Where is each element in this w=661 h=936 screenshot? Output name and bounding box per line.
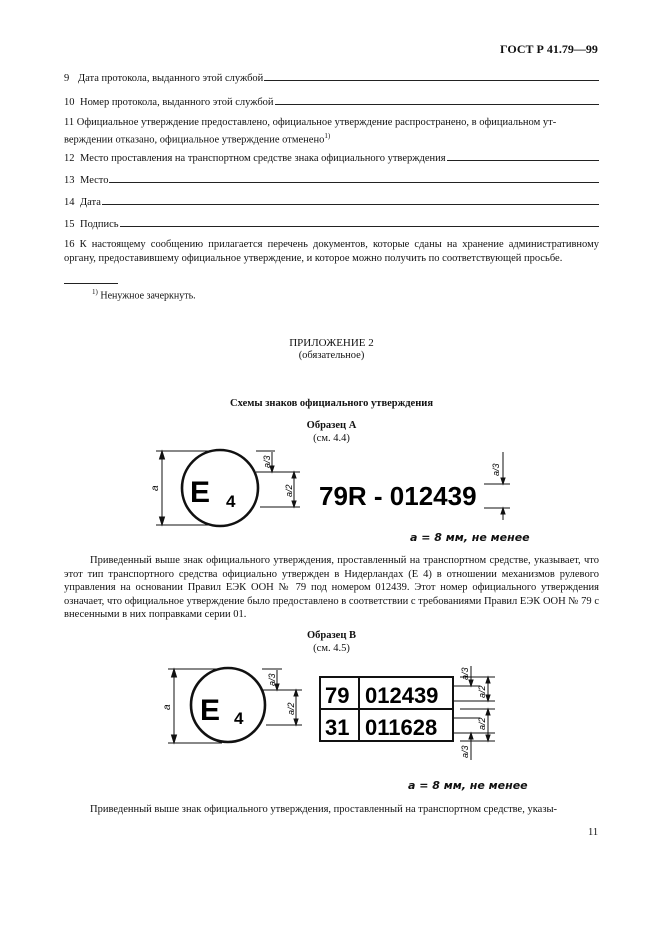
table-row-1-reg: 79 <box>325 683 350 708</box>
footnote <box>92 286 196 302</box>
item-16 <box>64 238 599 265</box>
sample-b-size-note: a = 8 мм, не менее <box>408 779 528 792</box>
sample-a-ref: (см. 4.4) <box>313 433 350 444</box>
form-line-13 <box>64 172 599 186</box>
dim-a2-label: a/2 <box>286 702 296 715</box>
dimension-a2 <box>260 472 300 507</box>
form-line-label: Место проставления на транспортном средстве знака официального утверждения <box>80 153 446 164</box>
footnote-text: Ненужное зачеркнуть. <box>100 290 196 302</box>
table-row-1-number: 012439 <box>365 683 439 708</box>
dim-a-label: a <box>150 485 161 491</box>
sample-a-title: Образец А <box>306 420 357 431</box>
approval-mark-number: 79R - 012439 <box>319 481 477 511</box>
form-line-label: Дата <box>80 197 101 208</box>
dimension-a3-right <box>484 452 510 520</box>
sample-b-diagram <box>0 655 661 765</box>
dim-a3-top-label: a/3 <box>460 667 470 680</box>
item-number: 9 <box>64 73 70 84</box>
page-number: 11 <box>588 827 599 838</box>
item-number: 10 <box>64 97 75 108</box>
appendix-heading: Схемы знаков официального утверждения <box>230 398 433 409</box>
form-line-12 <box>64 150 599 164</box>
form-line-10 <box>64 94 599 108</box>
form-line-label: Подпись <box>80 219 119 230</box>
sample-a-description: Приведенный выше знак официального утверждения, проставленный на транспортном средстве, указывает, что этот тип транспортного средства официально утвержден в Нидерландах (Е 4) в отношении механизмов рулевого управления на основании Правил ЕЭК ООН № 79 под номером 012439. Этот номер официального утверждения означает, что официальное утверждение было предоставлено в соответствии с требованиями Правил ЕЭК ООН № 79 с внесенными в них поправками серии 01. <box>64 555 599 620</box>
form-line-15 <box>64 216 599 230</box>
form-line-14 <box>64 194 599 208</box>
form-line-label: Место <box>80 175 109 186</box>
dim-a2-top-label: a/2 <box>477 685 487 698</box>
table-row-2-number: 011628 <box>365 715 438 740</box>
item-number: 16 <box>64 239 75 250</box>
country-number: 4 <box>234 709 244 728</box>
dim-a-label: a <box>162 704 173 710</box>
item-number: 12 <box>64 153 75 164</box>
footnote-mark: 1) <box>324 131 331 140</box>
country-number: 4 <box>226 492 236 511</box>
sample-a-size-note: a = 8 мм, не менее <box>410 531 530 544</box>
item-11 <box>64 116 599 147</box>
blank-fill-line <box>102 194 599 205</box>
item-11-text-line1: Официальное утверждение предоставлено, официальное утверждение распространено, в официальном ут- <box>76 117 557 128</box>
form-line-label: Номер протокола, выданного этой службой <box>80 97 274 108</box>
approval-letter-e: E <box>190 476 211 509</box>
blank-fill-line <box>275 94 599 105</box>
footnote-rule <box>64 283 118 284</box>
item-number: 11 <box>64 117 75 128</box>
sample-b-description: Приведенный выше знак официального утверждения, проставленный на транспортном средстве, указы- <box>90 804 558 815</box>
blank-fill-line <box>109 172 599 183</box>
dimension-a2 <box>266 690 302 725</box>
sample-b-title: Образец B <box>306 630 357 641</box>
blank-fill-line <box>264 70 599 81</box>
item-number: 15 <box>64 219 75 230</box>
blank-fill-line <box>447 150 599 161</box>
appendix-subtitle: (обязательное) <box>298 350 365 361</box>
form-line-9 <box>64 70 599 84</box>
dim-a3-label: a/3 <box>262 455 272 468</box>
dim-a3-bottom-label: a/3 <box>460 745 470 758</box>
dim-a3-label: a/3 <box>267 673 277 686</box>
item-16-text: К настоящему сообщению прилагается перечень документов, которые сданы на хранение административному органу, предоставившему официальное утверждение, и которое можно получить по соответствующей просьбе. <box>64 239 599 264</box>
blank-fill-line <box>120 216 599 227</box>
sample-b-ref: (см. 4.5) <box>313 643 350 654</box>
form-line-label: Дата протокола, выданного этой службой <box>78 73 264 84</box>
table-row-2-reg: 31 <box>325 715 350 740</box>
sample-a-diagram <box>0 440 661 550</box>
appendix-title: ПРИЛОЖЕНИЕ 2 <box>289 337 374 349</box>
item-number: 13 <box>64 175 75 186</box>
dim-a3-right-label: a/3 <box>491 463 501 476</box>
document-code: ГОСТ Р 41.79—99 <box>500 42 598 56</box>
item-11-text-line2: верждении отказано, официальное утверждение отменено <box>64 134 325 145</box>
dim-a2-label: a/2 <box>284 484 294 497</box>
footnote-mark: 1) <box>92 288 98 296</box>
approval-letter-e: E <box>200 694 221 727</box>
dim-a2-bottom-label: a/2 <box>477 717 487 730</box>
item-number: 14 <box>64 197 75 208</box>
